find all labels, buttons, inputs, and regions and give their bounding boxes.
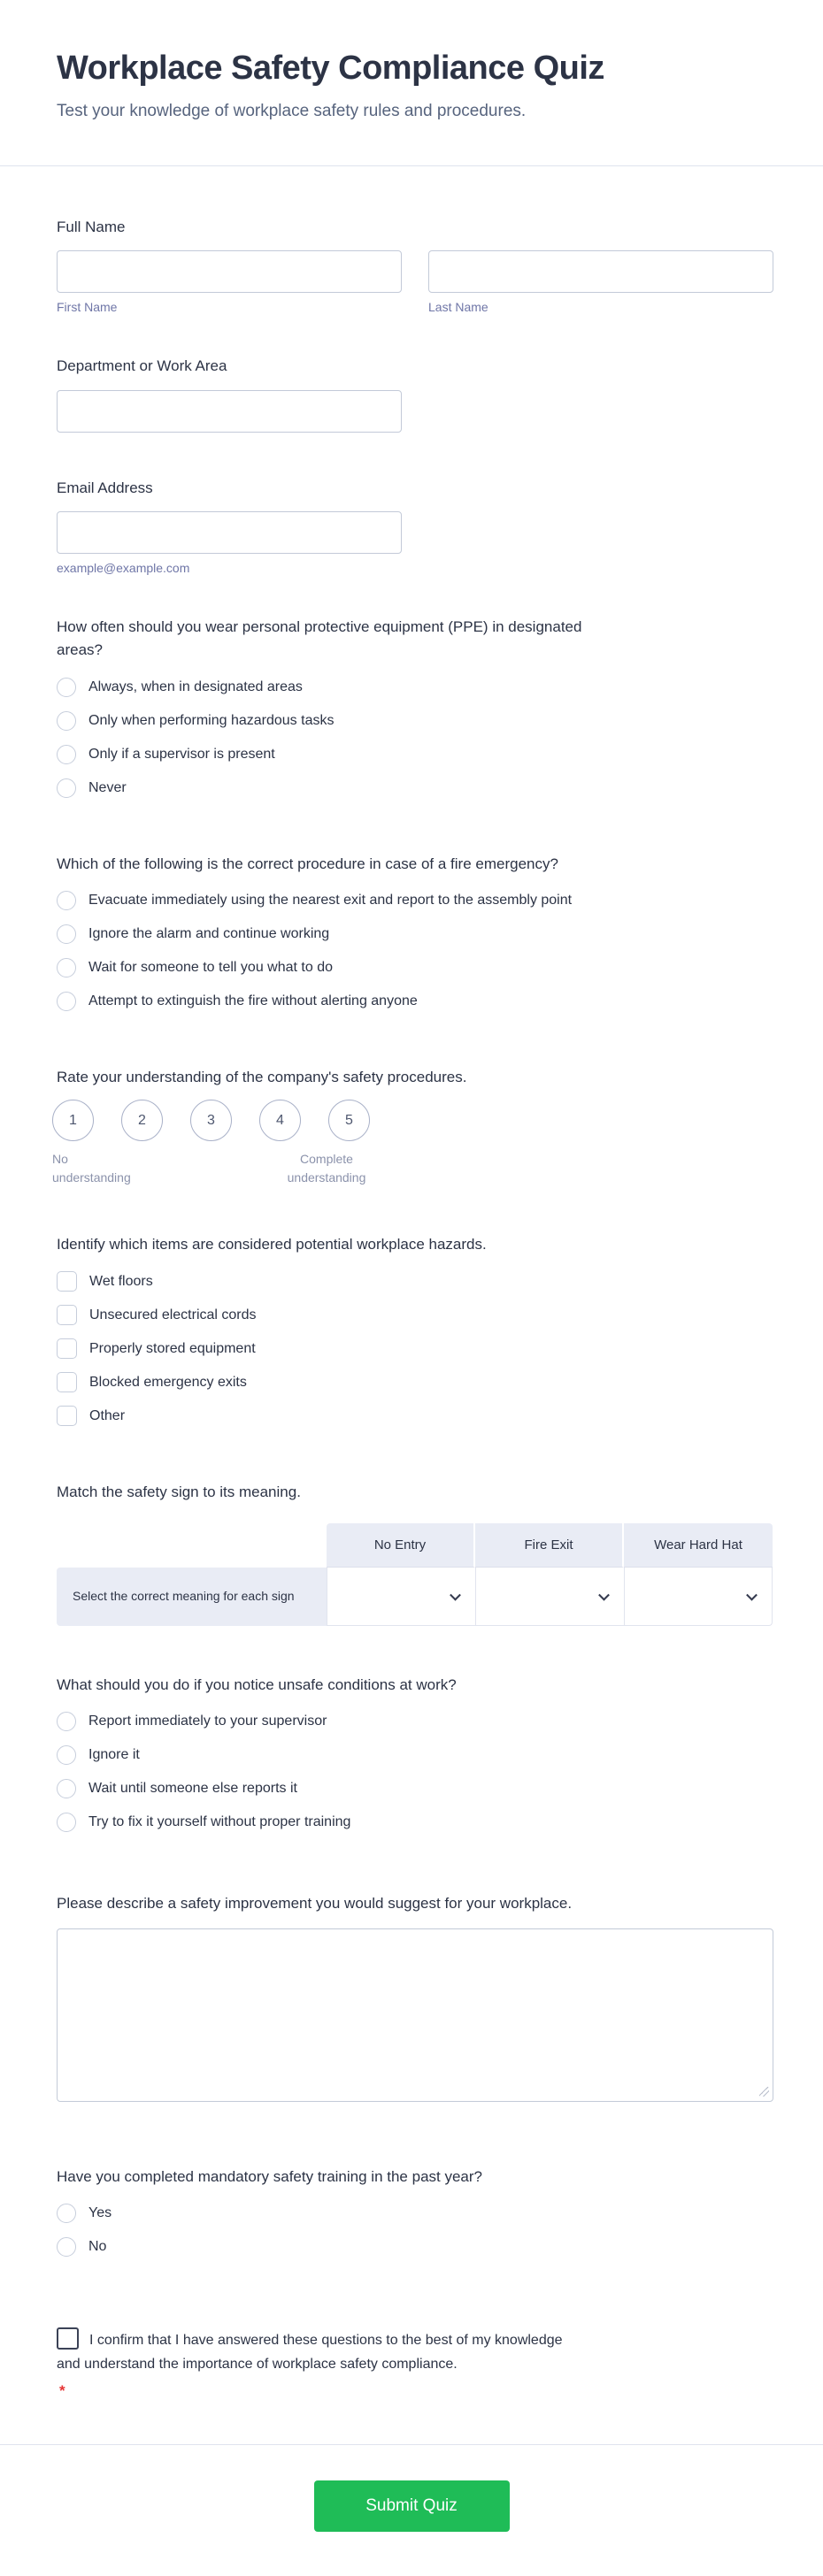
radio-option-label: Always, when in designated areas xyxy=(88,678,303,694)
radio-button-icon[interactable] xyxy=(57,711,76,731)
radio-option[interactable] xyxy=(57,1772,773,1806)
form-footer xyxy=(0,2444,823,2576)
rating-scale xyxy=(52,1100,773,1141)
radio-button-icon[interactable] xyxy=(57,678,76,697)
radio-option[interactable] xyxy=(57,704,773,738)
radio-option[interactable] xyxy=(57,985,773,1018)
radio-option-label: Ignore it xyxy=(88,1747,140,1763)
radio-option-label: Attempt to extinguish the fire without alerting anyone xyxy=(88,993,418,1009)
checkbox-icon[interactable] xyxy=(57,1372,77,1392)
checkbox-option[interactable] xyxy=(57,1299,773,1332)
checkbox-option[interactable] xyxy=(57,1265,773,1299)
matrix-column-header: Fire Exit xyxy=(475,1523,624,1568)
radio-option-label: Report immediately to your supervisor xyxy=(88,1714,327,1729)
radio-option[interactable] xyxy=(57,1705,773,1738)
confirm-label: I confirm that I have answered these questions to the best of my knowledge and understand the importance of workplace safety compliance. xyxy=(57,2333,563,2373)
confirm-option[interactable] xyxy=(57,2327,570,2404)
radio-option-label: Only when performing hazardous tasks xyxy=(88,712,335,728)
radio-option-label: Try to fix it yourself without proper training xyxy=(88,1814,351,1830)
radio-button-icon[interactable] xyxy=(57,745,76,764)
matrix-column-header: No Entry xyxy=(327,1523,475,1568)
radio-option-label: Wait until someone else reports it xyxy=(88,1781,297,1797)
question-confirm xyxy=(57,2327,773,2404)
department-field xyxy=(57,355,773,432)
rating-option-5[interactable]: 5 xyxy=(328,1100,370,1141)
radio-button-icon[interactable] xyxy=(57,778,76,798)
matrix-cell xyxy=(327,1568,475,1626)
question-ppe xyxy=(57,616,773,805)
confirm-checkbox-icon[interactable] xyxy=(57,2327,79,2350)
department-label: Department or Work Area xyxy=(57,357,227,375)
radio-button-icon[interactable] xyxy=(57,1779,76,1798)
full-name-label: Full Name xyxy=(57,218,126,235)
question-rating xyxy=(52,1066,773,1189)
checkbox-icon[interactable] xyxy=(57,1406,77,1426)
rating-option-2[interactable]: 2 xyxy=(121,1100,163,1141)
question-matrix-label: Match the safety sign to its meaning. xyxy=(57,1483,301,1500)
radio-option-label: No xyxy=(88,2239,107,2255)
last-name-sublabel: Last Name xyxy=(428,300,488,315)
radio-button-icon[interactable] xyxy=(57,1745,76,1765)
rating-option-3[interactable]: 3 xyxy=(190,1100,232,1141)
email-label: Email Address xyxy=(57,479,153,496)
checkbox-option[interactable] xyxy=(57,1366,773,1399)
full-name-field xyxy=(57,216,773,314)
suggestion-textarea[interactable] xyxy=(57,1928,773,2102)
question-unsafe-label: What should you do if you notice unsafe conditions at work? xyxy=(57,1676,457,1694)
checkbox-option-label: Unsecured electrical cords xyxy=(89,1307,257,1322)
checkbox-option[interactable] xyxy=(57,1399,773,1433)
radio-option[interactable] xyxy=(57,671,773,704)
question-training xyxy=(57,2166,773,2264)
rating-min-label: No understanding xyxy=(52,1152,131,1184)
form-subtitle: Test your knowledge of workplace safety rules and procedures. xyxy=(57,102,527,120)
checkbox-option-label: Properly stored equipment xyxy=(89,1340,256,1356)
email-field xyxy=(57,477,773,575)
radio-button-icon[interactable] xyxy=(57,924,76,944)
radio-button-icon[interactable] xyxy=(57,992,76,1011)
radio-option-label: Never xyxy=(88,779,127,795)
question-hazards-label: Identify which items are considered potential workplace hazards. xyxy=(57,1236,487,1254)
form-body xyxy=(0,166,823,2404)
radio-button-icon[interactable] xyxy=(57,1813,76,1832)
required-marker: * xyxy=(59,2381,65,2399)
matrix-select-wear-hard-hat[interactable] xyxy=(625,1568,772,1625)
radio-option[interactable] xyxy=(57,1738,773,1772)
checkbox-icon[interactable] xyxy=(57,1305,77,1325)
last-name-input[interactable] xyxy=(428,250,773,293)
matrix-table xyxy=(57,1523,773,1626)
radio-option[interactable] xyxy=(57,771,773,805)
question-suggestion xyxy=(57,1892,773,2101)
matrix-corner-cell xyxy=(57,1523,327,1568)
rating-option-1[interactable]: 1 xyxy=(52,1100,94,1141)
matrix-select-fire-exit[interactable] xyxy=(476,1568,624,1625)
first-name-sublabel: First Name xyxy=(57,300,118,315)
question-fire xyxy=(57,853,773,1018)
first-name-input[interactable] xyxy=(57,250,402,293)
radio-option-label: Evacuate immediately using the nearest exit and report to the assembly point xyxy=(88,893,573,908)
rating-option-4[interactable]: 4 xyxy=(259,1100,301,1141)
matrix-cell xyxy=(475,1568,624,1626)
department-input[interactable] xyxy=(57,390,402,433)
email-input[interactable] xyxy=(57,511,402,554)
radio-option-label: Only if a supervisor is present xyxy=(88,746,275,762)
checkbox-option-label: Other xyxy=(89,1407,126,1423)
form-title: Workplace Safety Compliance Quiz xyxy=(57,50,604,87)
radio-option[interactable] xyxy=(57,951,773,985)
question-hazards xyxy=(57,1233,773,1432)
question-fire-label: Which of the following is the correct procedure in case of a fire emergency? xyxy=(57,855,558,872)
radio-button-icon[interactable] xyxy=(57,1712,76,1731)
question-unsafe xyxy=(57,1674,773,1839)
radio-button-icon[interactable] xyxy=(57,958,76,978)
checkbox-option[interactable] xyxy=(57,1332,773,1366)
checkbox-option-label: Wet floors xyxy=(89,1273,153,1289)
checkbox-option-label: Blocked emergency exits xyxy=(89,1374,247,1390)
question-suggestion-label: Please describe a safety improvement you would suggest for your workplace. xyxy=(57,1895,573,1913)
matrix-column-header: Wear Hard Hat xyxy=(624,1523,773,1568)
form-header xyxy=(0,0,823,166)
radio-option[interactable] xyxy=(57,917,773,951)
question-rating-label: Rate your understanding of the company's safety procedures. xyxy=(57,1069,467,1086)
matrix-select-no-entry[interactable] xyxy=(327,1568,475,1625)
submit-quiz-button[interactable]: Submit Quiz xyxy=(314,2480,510,2532)
email-sublabel: example@example.com xyxy=(57,561,190,576)
matrix-cell xyxy=(624,1568,773,1626)
radio-option[interactable] xyxy=(57,738,773,771)
matrix-row-label: Select the correct meaning for each sign xyxy=(57,1568,327,1626)
radio-option[interactable] xyxy=(57,2196,773,2230)
radio-button-icon[interactable] xyxy=(57,891,76,910)
radio-option-label: Ignore the alarm and continue working xyxy=(88,926,330,942)
checkbox-icon[interactable] xyxy=(57,1338,77,1359)
question-ppe-label: How often should you wear personal protective equipment (PPE) in designated areas? xyxy=(57,618,582,659)
radio-button-icon[interactable] xyxy=(57,2204,76,2223)
rating-max-label: Complete understanding xyxy=(287,1152,366,1184)
radio-option[interactable] xyxy=(57,1806,773,1839)
radio-option[interactable] xyxy=(57,884,773,917)
question-training-label: Have you completed mandatory safety training in the past year? xyxy=(57,2167,482,2185)
checkbox-icon[interactable] xyxy=(57,1271,77,1292)
radio-option[interactable] xyxy=(57,2230,773,2264)
radio-option-label: Yes xyxy=(88,2205,112,2221)
radio-option-label: Wait for someone to tell you what to do xyxy=(88,960,333,976)
question-matrix xyxy=(57,1481,773,1626)
radio-button-icon[interactable] xyxy=(57,2237,76,2257)
